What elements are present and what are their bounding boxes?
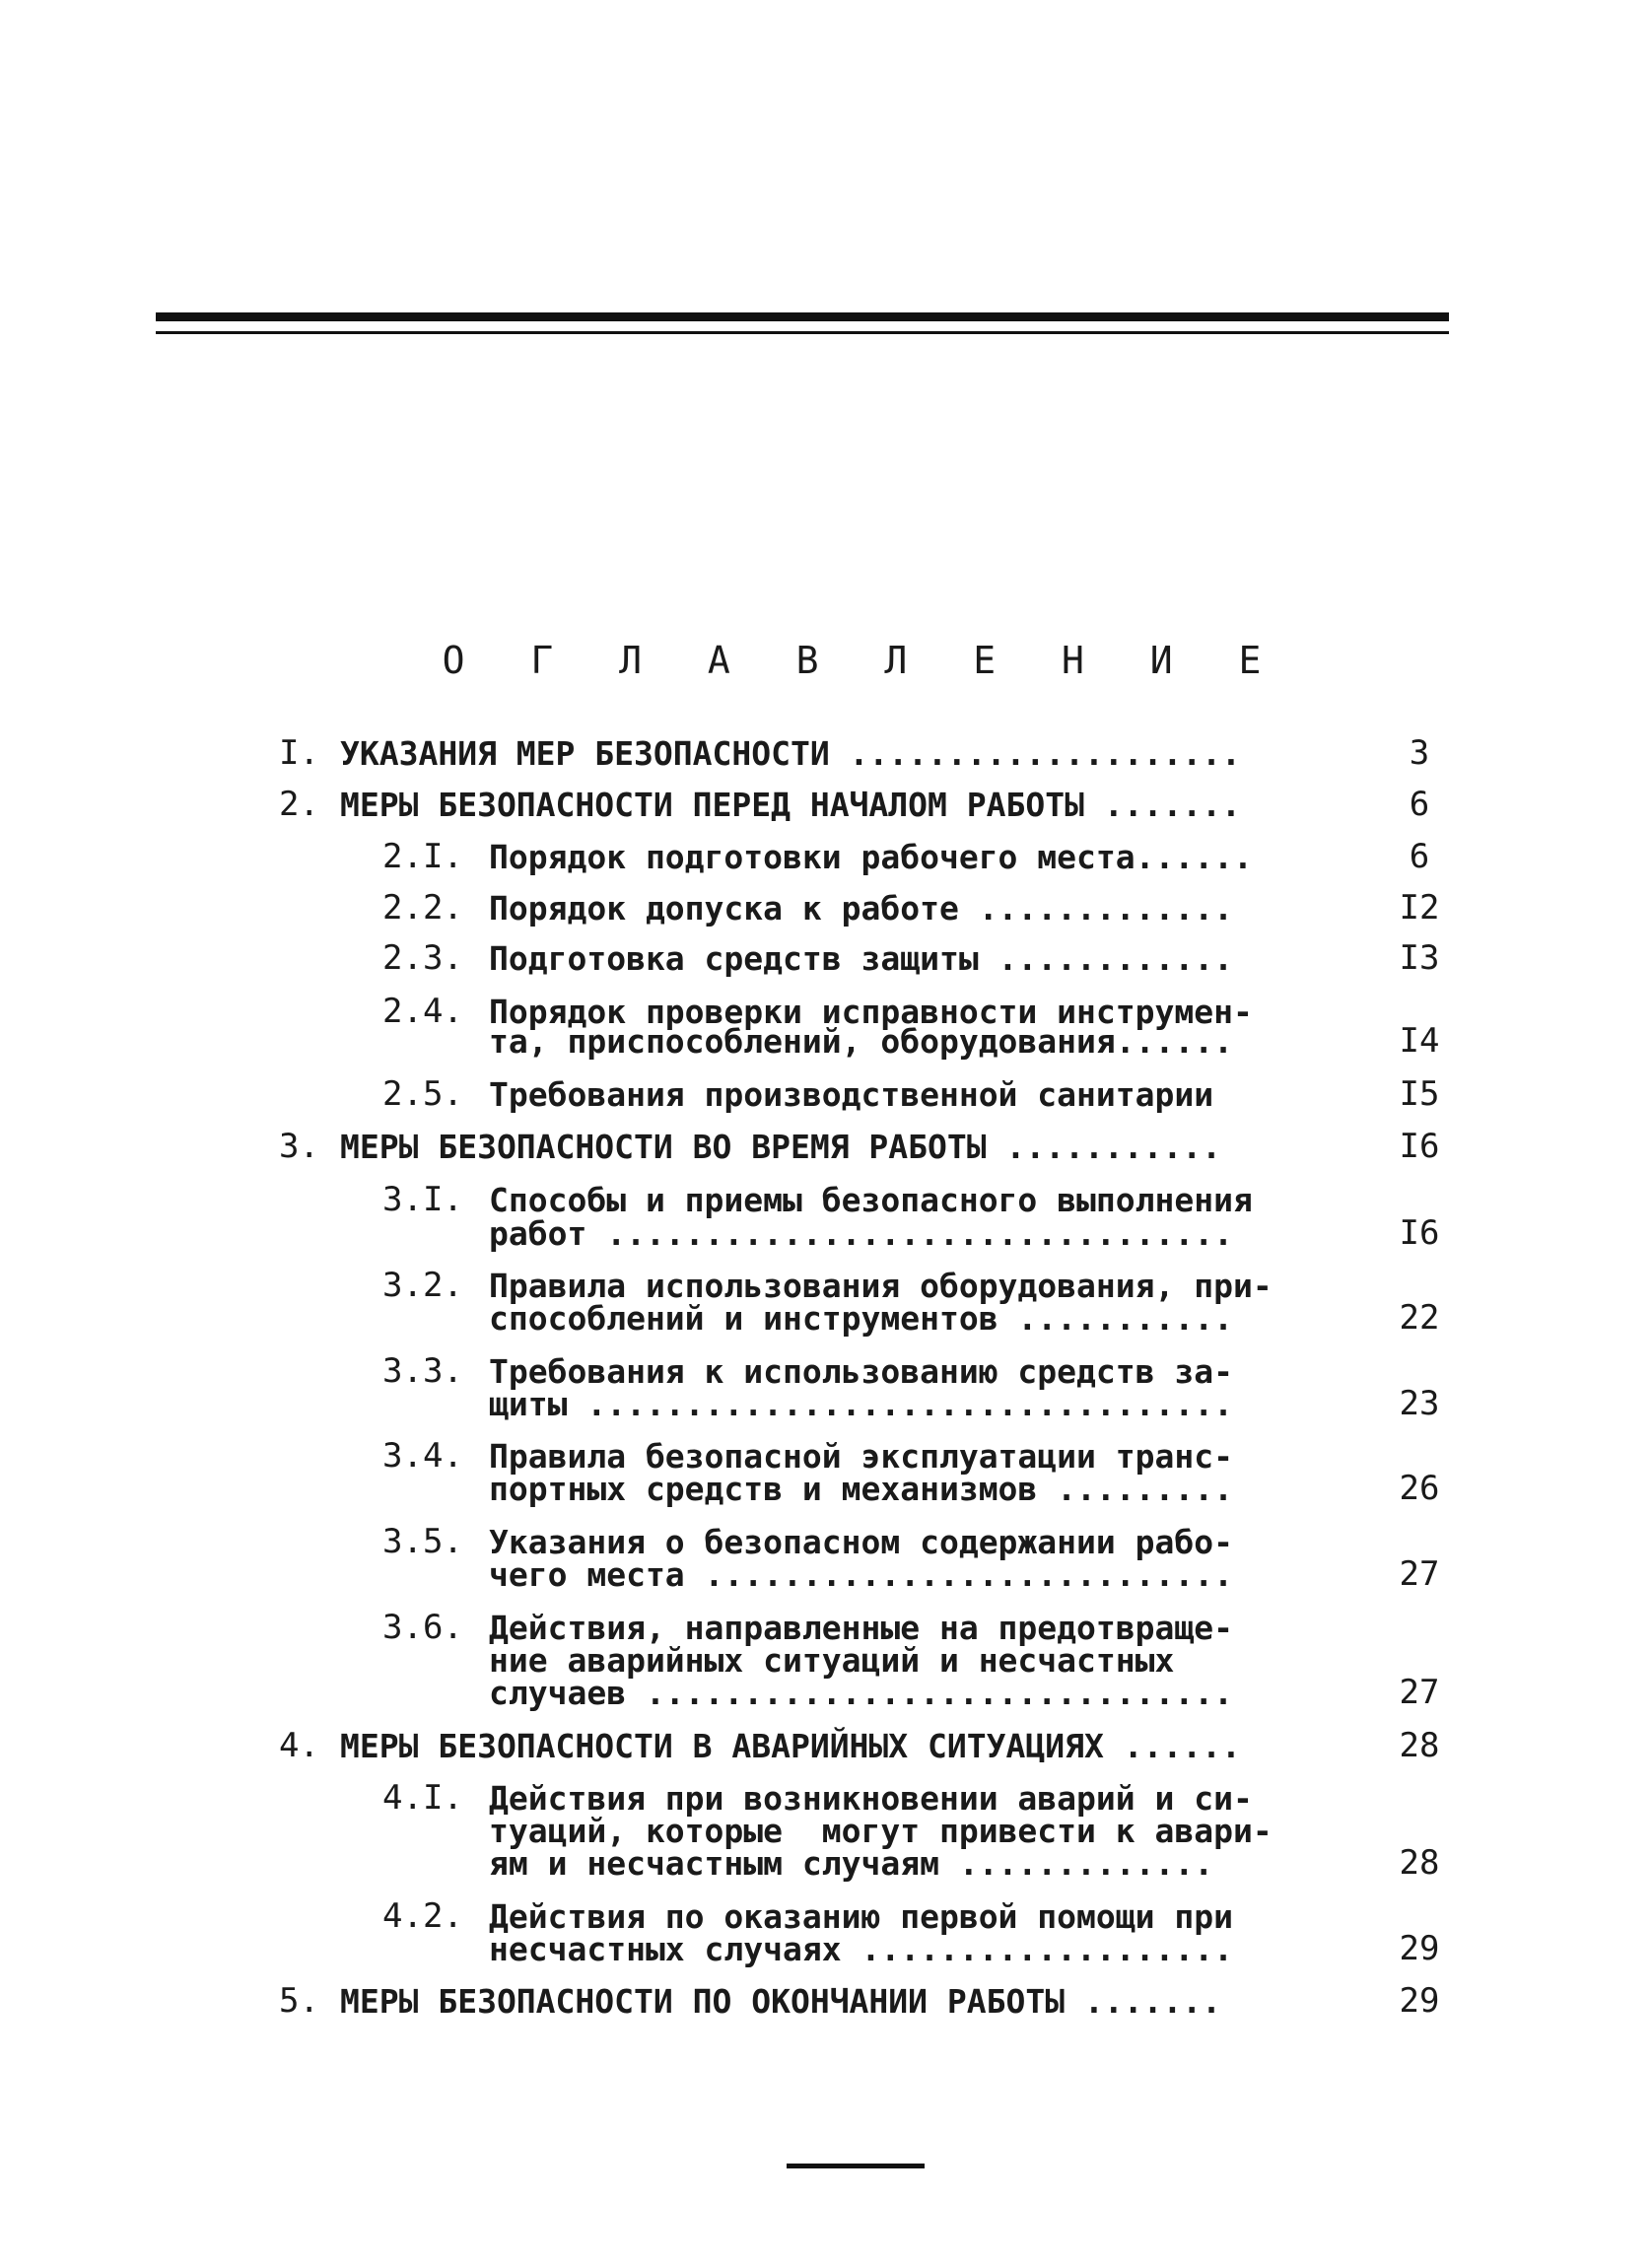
toc-entry-title: Действия по оказанию первой помощи при (489, 1897, 1233, 1936)
page-title: О Г Л А В Л Е Н И Е (442, 639, 1283, 682)
toc-page-number: I6 (1399, 1127, 1440, 1166)
toc-entry-title-continued: ям и несчастным случаям ............. (489, 1844, 1214, 1883)
toc-entry-number: 5. (279, 1981, 319, 2021)
toc-entry-number: 2.4. (382, 992, 463, 1031)
top-double-rule-thick (156, 312, 1449, 321)
toc-page-number: 29 (1399, 1981, 1440, 2021)
bottom-rule (787, 2164, 925, 2168)
toc-entry-title: Способы и приемы безопасного выполнения (489, 1181, 1253, 1219)
toc-entry-title: Требования производственной санитарии (489, 1075, 1214, 1114)
toc-entry-number: 3.6. (382, 1608, 463, 1647)
toc-entry-number: 3.2. (382, 1266, 463, 1305)
toc-entry-title: МЕРЫ БЕЗОПАСНОСТИ ПЕРЕД НАЧАЛОМ РАБОТЫ ....... (340, 786, 1241, 824)
toc-entry-title-continued: туаций, которые могут привести к авари- (489, 1812, 1273, 1850)
toc-entry-title: Подготовка средств защиты ............ (489, 939, 1233, 978)
toc-entry-title: МЕРЫ БЕЗОПАСНОСТИ ВО ВРЕМЯ РАБОТЫ ........... (340, 1128, 1222, 1166)
toc-page-number: 6 (1409, 837, 1430, 876)
toc-page-number: 26 (1399, 1469, 1440, 1508)
toc-entry-title-continued: щиты ................................. (489, 1385, 1233, 1423)
toc-page-number: I4 (1399, 1021, 1440, 1061)
toc-entry-title: МЕРЫ БЕЗОПАСНОСТИ В АВАРИЙНЫХ СИТУАЦИЯХ ...... (340, 1727, 1241, 1765)
toc-entry-title: УКАЗАНИЯ МЕР БЕЗОПАСНОСТИ .................... (340, 734, 1241, 773)
toc-entry-title: Порядок проверки исправности инструмен- (489, 993, 1253, 1031)
toc-page-number: I3 (1399, 938, 1440, 978)
toc-page-number: 29 (1399, 1929, 1440, 1968)
toc-entry-title: МЕРЫ БЕЗОПАСНОСТИ ПО ОКОНЧАНИИ РАБОТЫ ....... (340, 1982, 1222, 2021)
toc-page-number: I2 (1399, 888, 1440, 928)
toc-page-number: 27 (1399, 1554, 1440, 1594)
toc-page-number: I6 (1399, 1213, 1440, 1253)
toc-entry-number: 2.3. (382, 938, 463, 978)
toc-entry-title: Действия при возникновении аварий и си- (489, 1779, 1253, 1818)
toc-entry-number: 4. (279, 1726, 319, 1765)
toc-page-number: 6 (1409, 785, 1430, 824)
toc-entry-title: Порядок подготовки рабочего места...... (489, 838, 1253, 876)
toc-page-number: 27 (1399, 1673, 1440, 1712)
toc-entry-title: Порядок допуска к работе ............. (489, 889, 1233, 928)
toc-page-number: 28 (1399, 1843, 1440, 1883)
toc-entry-title-continued: случаев .............................. (489, 1674, 1233, 1712)
toc-entry-number: 3.I. (382, 1180, 463, 1219)
top-double-rule-thin (156, 331, 1449, 334)
toc-entry-number: 3.4. (382, 1436, 463, 1476)
toc-entry-title: Требования к использованию средств за- (489, 1352, 1233, 1391)
toc-entry-title-continued: несчастных случаях ................... (489, 1930, 1233, 1968)
toc-entry-number: 3.5. (382, 1522, 463, 1561)
toc-entry-number: 4.2. (382, 1896, 463, 1936)
toc-page-number: I5 (1399, 1074, 1440, 1114)
toc-entry-number: 3. (279, 1127, 319, 1166)
toc-entry-title: Правила безопасной эксплуатации транс- (489, 1437, 1233, 1476)
toc-entry-number: 2. (279, 785, 319, 824)
toc-entry-title: Правила использования оборудования, при- (489, 1267, 1273, 1305)
toc-entry-number: I. (279, 733, 319, 773)
toc-entry-title-continued: чего места ........................... (489, 1555, 1233, 1594)
toc-entry-number: 4.I. (382, 1778, 463, 1818)
toc-page-number: 22 (1399, 1298, 1440, 1338)
toc-page-number: 28 (1399, 1726, 1440, 1765)
toc-page-number: 23 (1399, 1384, 1440, 1423)
toc-entry-title-continued: работ ................................ (489, 1214, 1233, 1253)
toc-entry-number: 2.I. (382, 837, 463, 876)
toc-entry-title-continued: портных средств и механизмов ......... (489, 1470, 1233, 1508)
toc-entry-title-continued: способлений и инструментов ........... (489, 1299, 1233, 1338)
toc-entry-title-continued: ние аварийных ситуаций и несчастных (489, 1641, 1175, 1680)
toc-entry-title-continued: та, приспособлений, оборудования...... (489, 1022, 1233, 1061)
toc-entry-number: 2.5. (382, 1074, 463, 1114)
toc-entry-number: 3.3. (382, 1351, 463, 1391)
toc-entry-title: Указания о безопасном содержании рабо- (489, 1523, 1233, 1561)
toc-entry-title: Действия, направленные на предотвраще- (489, 1609, 1233, 1647)
toc-page-number: 3 (1409, 733, 1430, 773)
toc-entry[interactable] (279, 1981, 1222, 2129)
toc-entry-number: 2.2. (382, 888, 463, 928)
